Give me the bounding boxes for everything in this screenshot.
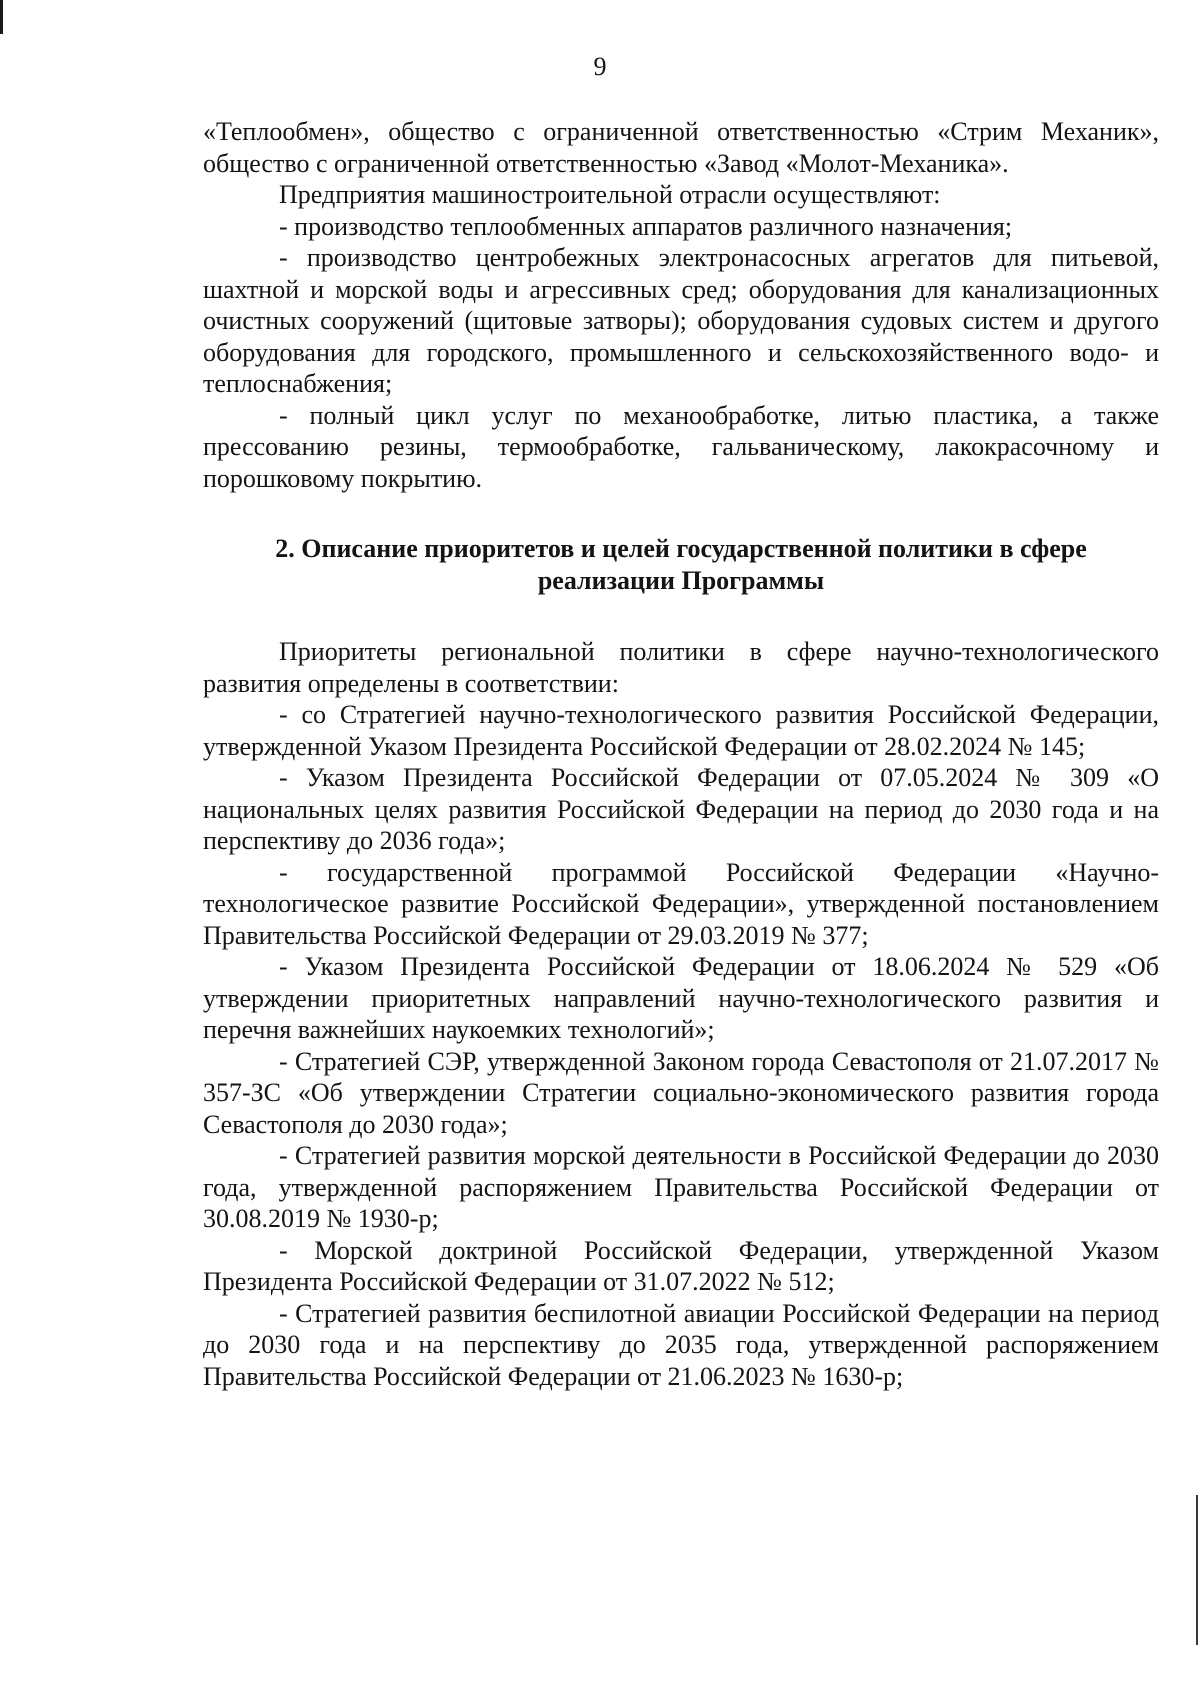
list-item: - производство теплообменных аппаратов различного назначения; [279,211,1013,241]
section-heading-line: реализации Программы [537,565,825,595]
section-heading [203,533,1159,596]
scan-edge-mark [0,0,3,34]
list-item: - полный цикл услуг по механообработке, литью пластика, а также прессованию резины, термообработке, гальваническому, лакокрасочному и порошковому покрытию. [203,400,1159,493]
page-number: 9 [593,52,607,81]
document-body [203,116,1159,1392]
list-item: - Стратегией СЭР, утвержденной Законом города Севастополя от 21.07.2017 № 357-ЗС «Об утверждении Стратегии социально-экономического развития города Севастополя до 2030 года»; [203,1046,1159,1139]
list-item: - Указом Президента Российской Федерации от 07.05.2024 № 309 «О национальных целях развития Российской Федерации на период до 2030 года и на перспективу до 2036 года»; [203,763,1159,855]
list-item: - производство центробежных электронасосных агрегатов для питьевой, шахтной и морской воды и агрессивных сред; оборудования для канализационных очистных сооружений (щитовые затворы); оборудования судовых систем и другого оборудования для городского, промышленного и сельскохозяйственного водо- и теплоснабжения; [203,243,1159,398]
scan-edge-mark [1196,1495,1198,1645]
list-item: - Стратегией развития морской деятельности в Российской Федерации до 2030 года, утвержденной распоряжением Правительства Российской Федерации от 30.08.2019 № 1930-р; [203,1141,1159,1233]
paragraph-continuation: «Теплообмен», общество с ограниченной ответственностью «Стрим Механик», общество с ограниченной ответственностью «Завод «Молот-Механика». [203,117,1159,178]
list-item: - Стратегией развития беспилотной авиации Российской Федерации на период до 2030 года и на перспективу до 2035 года, утвержденной распоряжением Правительства Российской Федерации от 21.06.2023 № 1630-р; [203,1298,1159,1391]
list-item: - Указом Президента Российской Федерации от 18.06.2024 № 529 «Об утверждении приоритетных направлений научно-технологического развития и перечня важнейших наукоемких технологий»; [203,952,1159,1044]
paragraph-industry-intro: Предприятия машиностроительной отрасли осуществляют: [279,180,941,209]
section-heading-line: 2. Описание приоритетов и целей государственной политики в сфере [275,534,1087,563]
paragraph-priorities-intro: Приоритеты региональной политики в сфере научно-технологического развития определены в соответствии: [203,637,1159,698]
list-item: - государственной программой Российской Федерации «Научно-технологическое развитие Российской Федерации», утвержденной постановлением Правительства Российской Федерации от 29.03.2019 № 377; [203,857,1159,950]
list-item: - со Стратегией научно-технологического развития Российской Федерации, утвержденной Указом Президента Российской Федерации от 28.02.2024 № 145; [203,700,1159,761]
list-item: - Морской доктриной Российской Федерации, утвержденной Указом Президента Российской Федерации от 31.07.2022 № 512; [203,1235,1159,1296]
